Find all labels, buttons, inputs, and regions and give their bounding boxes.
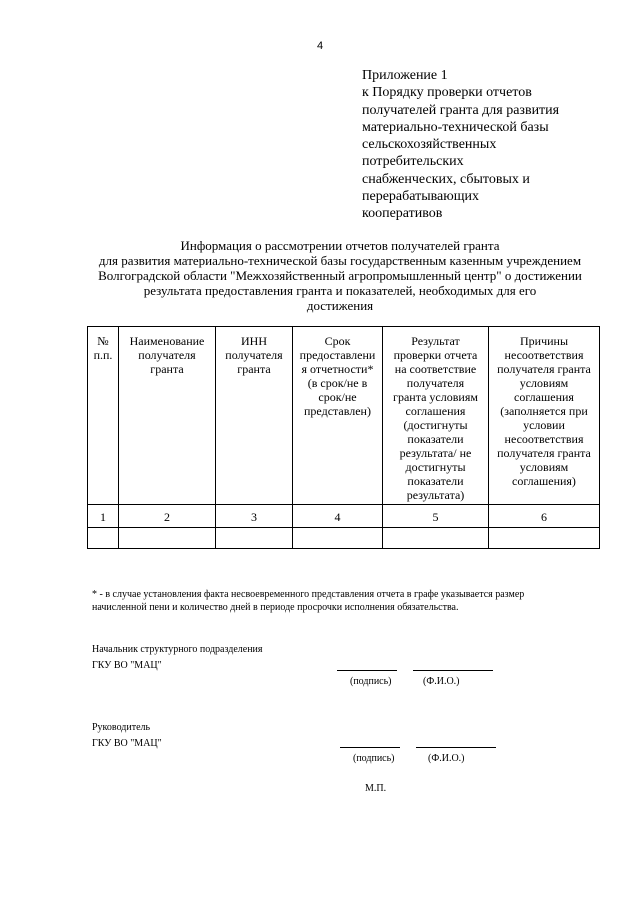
- name-line: [416, 747, 496, 748]
- column-number: 2: [119, 505, 216, 528]
- appendix-line: потребительских: [362, 154, 464, 170]
- header-cell-check-result: Результат проверки отчета на соответствие получателя гранта условиям соглашения (достигнуты показатели результата/ не достигнуты показатели результата): [383, 327, 489, 505]
- appendix-line: перерабатывающих: [362, 189, 480, 205]
- appendix-line: материально-технической базы: [362, 119, 549, 135]
- signature-position: Начальник структурного подразделения: [92, 644, 263, 655]
- name-caption: (Ф.И.О.): [423, 676, 460, 687]
- header-cell-number: № п.п.: [88, 327, 119, 505]
- table-header-row: [88, 327, 600, 505]
- header-cell-inn: ИНН получателя гранта: [216, 327, 293, 505]
- report-table: [87, 326, 600, 549]
- signature-org: ГКУ ВО "МАЦ": [92, 738, 162, 749]
- empty-cell: [119, 528, 216, 549]
- appendix-line: к Порядку проверки отчетов: [362, 85, 532, 101]
- appendix-line: кооперативов: [362, 206, 443, 222]
- footnote: [92, 588, 524, 614]
- column-number: 1: [88, 505, 119, 528]
- title-line: результата предоставления гранта и показателей, необходимых для его: [143, 283, 537, 298]
- column-number: 6: [489, 505, 600, 528]
- header-cell-reasons: Причины несоответствия получателя гранта условиям соглашения (заполняется при условии несоответствия получателя гранта условиям соглашения): [489, 327, 600, 505]
- column-number: 3: [216, 505, 293, 528]
- signature-line: [340, 747, 400, 748]
- name-line: [413, 670, 493, 671]
- column-number: 4: [293, 505, 383, 528]
- appendix-line: Приложение 1: [362, 68, 448, 83]
- table-empty-row: [88, 528, 600, 549]
- column-number: 5: [383, 505, 489, 528]
- empty-cell: [88, 528, 119, 549]
- title-line: Волгоградской области "Межхозяйственный агропромышленный центр" о достижении: [98, 268, 582, 283]
- header-cell-recipient-name: Наименование получателя гранта: [119, 327, 216, 505]
- empty-cell: [489, 528, 600, 549]
- appendix-line: снабженческих, сбытовых и: [362, 171, 530, 187]
- title-line: Информация о рассмотрении отчетов получателей гранта: [180, 238, 500, 253]
- page-number: 4: [316, 40, 324, 52]
- signature-caption: (подпись): [353, 753, 395, 764]
- signature-line: [337, 670, 397, 671]
- stamp-placeholder: М.П.: [365, 783, 387, 794]
- document-title: [80, 238, 600, 313]
- appendix-line: сельскохозяйственных: [362, 137, 497, 153]
- title-line: для развития материально-технической базы государственным казенным учреждением: [98, 253, 582, 268]
- empty-cell: [216, 528, 293, 549]
- signature-caption: (подпись): [350, 676, 392, 687]
- appendix-heading: [362, 67, 622, 223]
- name-caption: (Ф.И.О.): [428, 753, 465, 764]
- title-line: достижения: [306, 298, 374, 313]
- footnote-line: начисленной пени и количество дней в периоде просрочки исполнения обязательства.: [92, 602, 459, 613]
- signature-position: Руководитель: [92, 722, 151, 733]
- footnote-line: * - в случае установления факта несвоевременного представления отчета в графе указывается размер: [92, 589, 525, 600]
- signature-org: ГКУ ВО "МАЦ": [92, 660, 162, 671]
- empty-cell: [293, 528, 383, 549]
- table-numbering-row: [88, 505, 600, 528]
- header-cell-deadline: Срок предоставлени я отчетности* (в срок/не в срок/не представлен): [293, 327, 383, 505]
- appendix-line: получателей гранта для развития: [362, 102, 560, 118]
- empty-cell: [383, 528, 489, 549]
